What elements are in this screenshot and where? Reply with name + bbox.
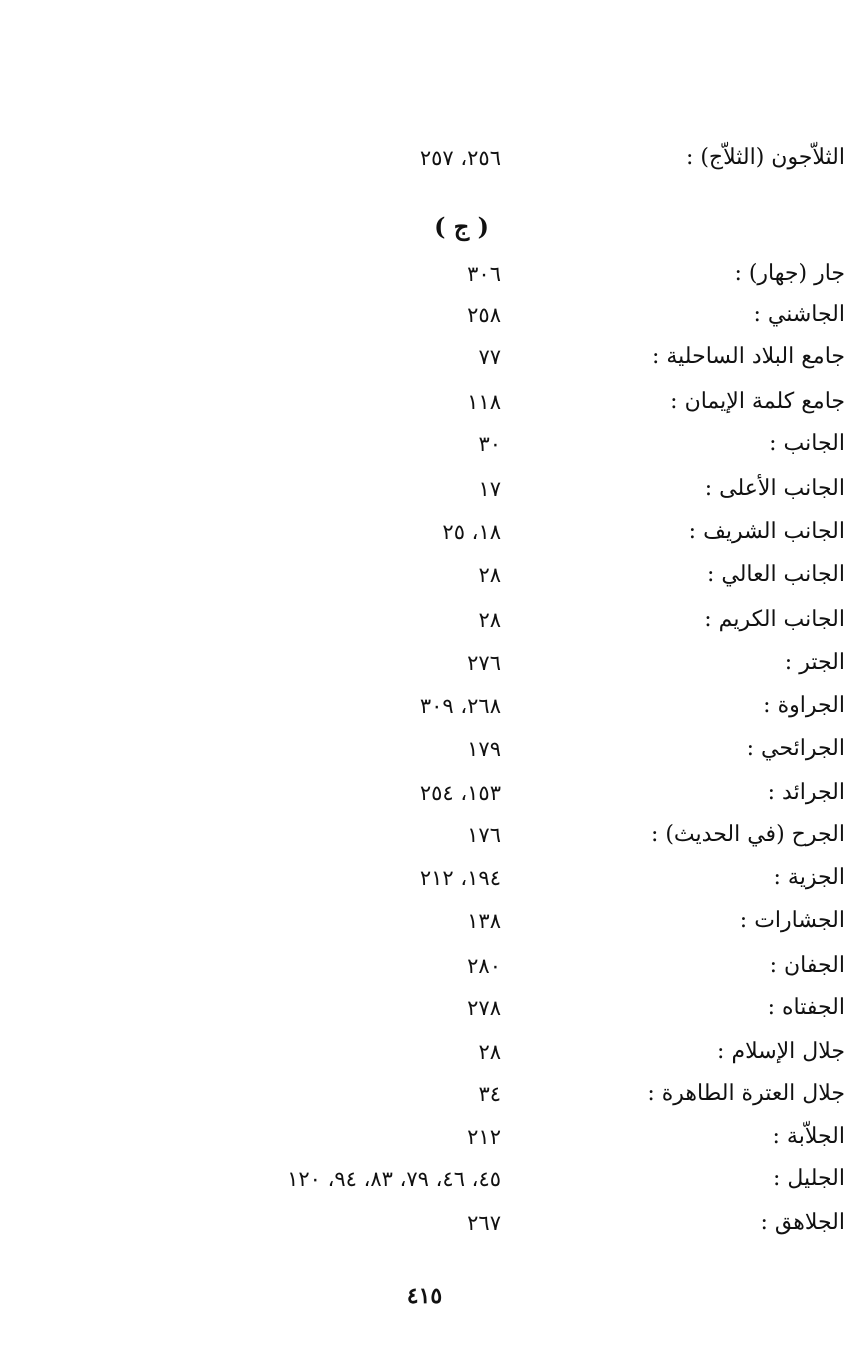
entry-pages: ٢٨: [478, 1040, 501, 1064]
index-entry: [0, 905, 849, 945]
entry-pages: ١٧٦: [467, 823, 501, 847]
entry-term: الجانب :: [769, 431, 845, 456]
entry-pages: ١٥٣، ٢٥٤: [419, 781, 501, 805]
entry-term: جلال الإسلام :: [717, 1039, 845, 1064]
index-entry: [0, 1207, 849, 1247]
index-entry: [0, 950, 849, 990]
entry-term: جامع كلمة الإيمان :: [670, 389, 845, 414]
entry-pages: ٢٨: [478, 608, 501, 632]
entry-term: الجشارات :: [739, 908, 845, 933]
entry-pages: ٢١٢: [467, 1125, 501, 1149]
entry-term: جلال العترة الطاهرة :: [647, 1081, 845, 1106]
entry-pages: ١٣٨: [467, 909, 501, 933]
entry-pages: ٤٥، ٤٦، ٧٩، ٨٣، ٩٤، ١٢٠: [287, 1167, 501, 1191]
entry-term: الجفان :: [769, 953, 845, 978]
index-entry: [0, 992, 849, 1032]
entry-term: جار (جهار) :: [734, 261, 845, 286]
entry-pages: ٣٤: [478, 1082, 501, 1106]
entry-pages: ٢٥٦، ٢٥٧: [419, 146, 501, 170]
entry-term: الجفتاه :: [767, 995, 845, 1020]
index-entry: [0, 1036, 849, 1076]
index-entry: [0, 341, 849, 381]
entry-pages: ٢٥٨: [467, 303, 501, 327]
entry-term: الجانب العالي :: [706, 562, 845, 587]
index-entry: [0, 428, 849, 468]
index-entry: [0, 604, 849, 644]
entry-term: الجانب الكريم :: [704, 607, 845, 632]
entry-pages: ٢٦٨، ٣٠٩: [419, 694, 501, 718]
entry-term: جامع البلاد الساحلية :: [651, 344, 845, 369]
index-entry: [0, 777, 849, 817]
index-entry: [0, 559, 849, 599]
entry-pages: ٢٨٠: [467, 954, 501, 978]
entry-term: الجلاّبة :: [772, 1124, 845, 1149]
index-entry: [0, 386, 849, 426]
index-entry: [0, 1121, 849, 1161]
index-entry: [0, 733, 849, 773]
entry-term: الجانب الأعلى :: [704, 476, 845, 501]
entry-pages: ١٧٩: [467, 737, 501, 761]
entry-term: الجتر :: [784, 650, 845, 675]
index-entry: [0, 819, 849, 859]
entry-pages: ٢٧٦: [467, 651, 501, 675]
index-entry: [0, 862, 849, 902]
entry-pages: ٢٨: [478, 563, 501, 587]
index-entry: [0, 690, 849, 730]
entry-pages: ١١٨: [467, 390, 501, 414]
entry-term: الجراوة :: [763, 693, 845, 718]
entry-pages: ٢٧٨: [467, 996, 501, 1020]
entry-term: الجانب الشريف :: [688, 519, 845, 544]
index-entry: [0, 1078, 849, 1118]
page-number: ٤١٥: [406, 1283, 443, 1309]
index-entry: [0, 647, 849, 687]
index-entry: [0, 258, 849, 298]
entry-pages: ٧٧: [478, 345, 501, 369]
entry-term: الجليل :: [772, 1166, 845, 1191]
index-entry: [0, 1163, 849, 1203]
entry-term: الجزية :: [773, 865, 845, 890]
entry-pages: ٢٦٧: [467, 1211, 501, 1235]
entry-pages: ١٧: [478, 477, 501, 501]
entry-term: الجرائحي :: [746, 736, 845, 761]
entry-term: الجرائد :: [767, 780, 845, 805]
entry-pages: ٣٠: [478, 432, 501, 456]
entry-pages: ١٨، ٢٥: [442, 520, 501, 544]
entry-term: الجلاهق :: [760, 1210, 845, 1235]
section-letter-heading: ( ج ): [434, 212, 489, 241]
entry-term: الجاشني :: [753, 302, 845, 327]
entry-pages: ٣٠٦: [467, 262, 501, 286]
entry-pages: ١٩٤، ٢١٢: [419, 866, 501, 890]
index-entry: [0, 299, 849, 339]
entry-term: الثلاّجون (الثلاّج) :: [685, 145, 845, 170]
index-entry: [0, 473, 849, 513]
index-entry: [0, 516, 849, 556]
index-entry: [0, 142, 849, 182]
entry-term: الجرح (في الحديث) :: [650, 822, 845, 847]
